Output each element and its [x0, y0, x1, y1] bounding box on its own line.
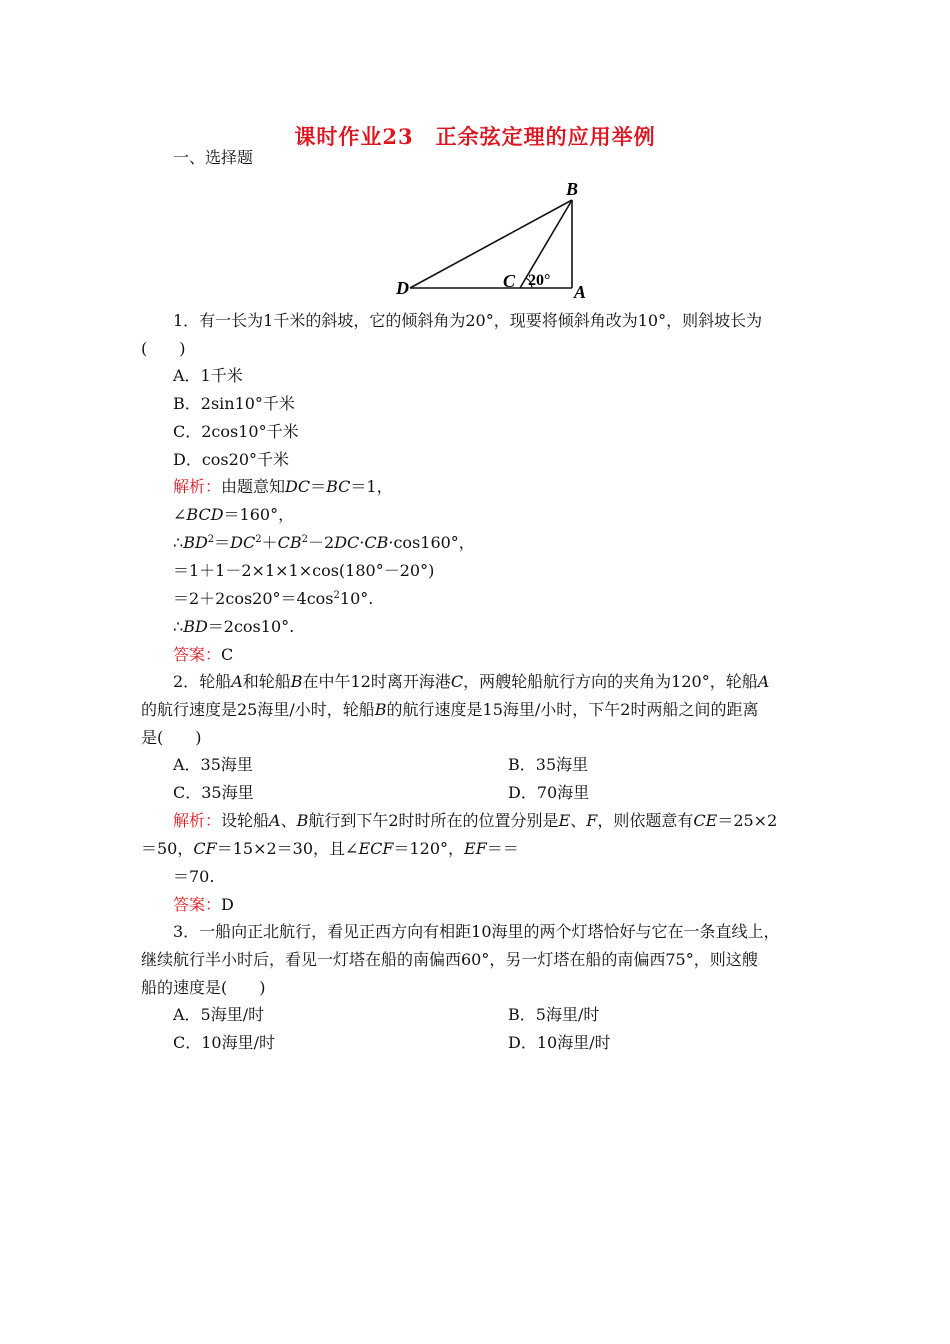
section-heading: 一、选择题 — [173, 148, 254, 167]
label-a: A — [574, 282, 587, 298]
q1-solution-line6: ∴BD＝2cos10°. — [173, 617, 295, 636]
q2-option-c: C．35海里 — [173, 783, 254, 802]
q3-option-d: D．10海里/时 — [508, 1033, 611, 1052]
q3-stem-line3: 船的速度是( ) — [141, 978, 266, 997]
q1-solution-line4: ＝1＋1－2×1×1×cos(180°－20°) — [173, 561, 435, 580]
q3-stem-line2: 继续航行半小时后，看见一灯塔在船的南偏西60°，另一灯塔在船的南偏西75°，则这艘 — [141, 950, 758, 969]
q1-stem-line1: 1．有一长为1千米的斜坡，它的倾斜角为20°，现要将倾斜角改为10°，则斜坡长为 — [173, 311, 763, 330]
q2-solution-line1: 解析：设轮船A、B航行到下午2时时所在的位置分别是E、F，则依题意有CE＝25×2 — [173, 811, 778, 830]
q1-solution-line5: $=2+2\cos 20^\circ=4\cos^210^\circ$. — [173, 589, 374, 608]
q2-solution-line2: ＝50，CF＝15×2＝30，且∠ECF＝120°，EF＝＝ — [141, 839, 519, 858]
page-title: 课时作业23 正余弦定理的应用举例 — [294, 124, 656, 149]
q2-option-a: A．35海里 — [173, 755, 253, 774]
label-angle: 20° — [528, 272, 551, 289]
q1-solution-line2: ∠BCD＝160°， — [173, 505, 295, 524]
q1-answer: 答案：C — [173, 645, 234, 664]
q1-option-a: A．1千米 — [173, 366, 243, 385]
q3-option-c: C．10海里/时 — [173, 1033, 275, 1052]
q2-solution-line3: ＝70. — [173, 867, 215, 886]
q2-answer: 答案：D — [173, 895, 234, 914]
q1-solution-line1: 解析：由题意知DC＝BC＝1， — [173, 477, 393, 496]
q3-option-b: B．5海里/时 — [508, 1005, 600, 1024]
q1-solution-line3: $\therefore BD^2=DC^2+CB^2-2DC\cdot CB\cdot\cos 160^\circ$， — [173, 533, 475, 552]
q2-option-b: B．35海里 — [508, 755, 589, 774]
q2-stem-line2: 的航行速度是25海里/小时，轮船B的航行速度是15海里/小时，下午2时两船之间的距离 — [141, 700, 759, 719]
q3-stem-line1: 3．一船向正北航行，看见正西方向有相距10海里的两个灯塔恰好与它在一条直线上， — [173, 922, 780, 941]
q1-stem-line2: ( ) — [141, 339, 186, 358]
q2-option-d: D．70海里 — [508, 783, 590, 802]
q1-option-d: D．cos20°千米 — [173, 450, 289, 469]
q1-option-c: C．2cos10°千米 — [173, 422, 299, 441]
q1-option-b: B．2sin10°千米 — [173, 394, 295, 413]
triangle-figure — [392, 178, 592, 298]
q2-stem-line3: 是( ) — [141, 728, 202, 747]
q3-option-a: A．5海里/时 — [173, 1005, 265, 1024]
label-c: C — [503, 271, 516, 291]
label-d: D — [396, 278, 409, 298]
label-b: B — [566, 179, 579, 199]
q2-stem-line1: 2．轮船A和轮船B在中午12时离开海港C，两艘轮船航行方向的夹角为120°，轮船A — [173, 672, 770, 691]
